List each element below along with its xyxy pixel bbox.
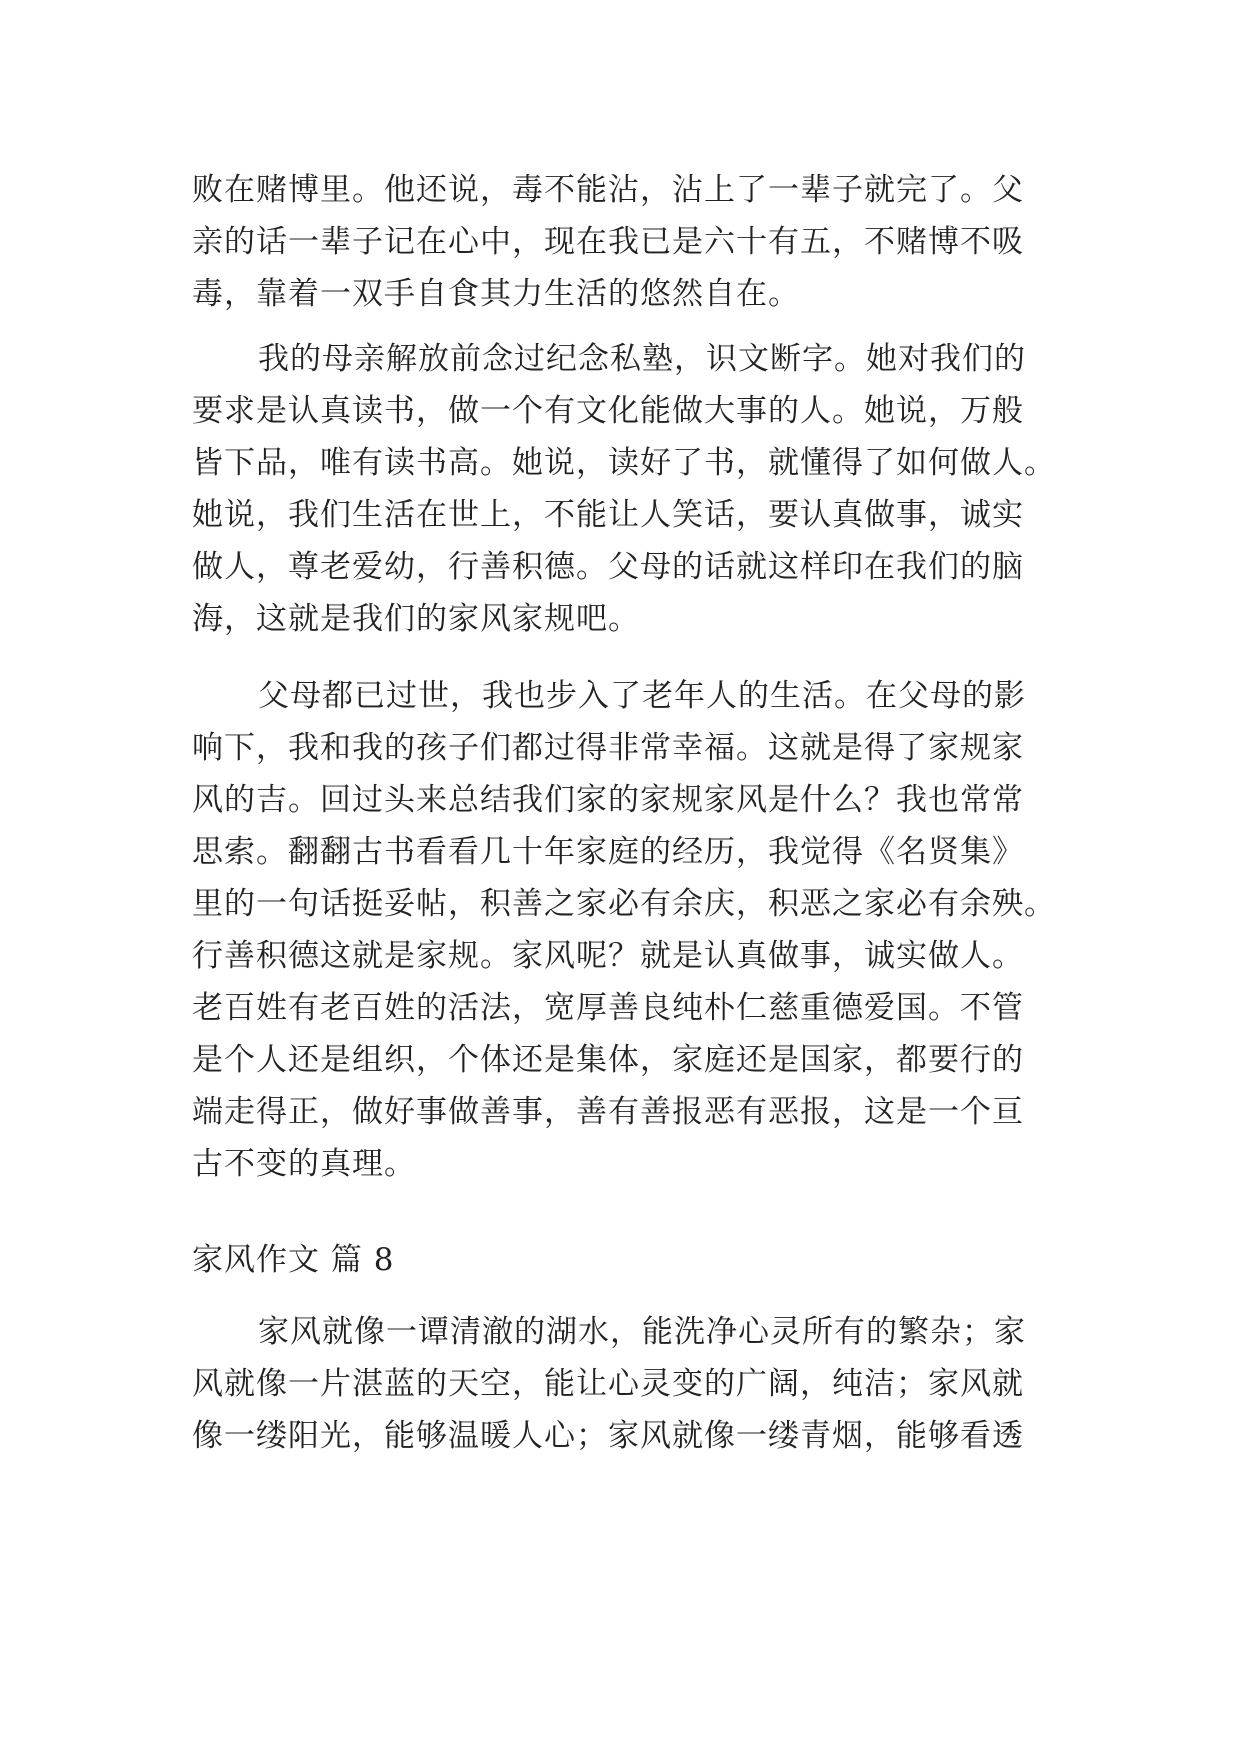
paragraph-line: 响下，我和我的孩子们都过得非常幸福。这就是得了家规家 (192, 730, 1024, 766)
paragraph-line: 风就像一片湛蓝的天空，能让心灵变的广阔，纯洁；家风就 (192, 1366, 1024, 1402)
paragraph-line: 里的一句话挺妥帖，积善之家必有余庆，积恶之家必有余殃。 (192, 886, 1056, 922)
section-heading: 家风作文 篇 8 (192, 1242, 395, 1278)
paragraph-line: 老百姓有老百姓的活法，宽厚善良纯朴仁慈重德爱国。不管 (192, 990, 1024, 1026)
paragraph-line: 皆下品，唯有读书高。她说，读好了书，就懂得了如何做人。 (192, 445, 1056, 481)
paragraph-line: 像一缕阳光，能够温暖人心；家风就像一缕青烟，能够看透 (192, 1418, 1024, 1454)
paragraph-line: 海，这就是我们的家风家规吧。 (192, 601, 640, 637)
paragraph-line: 行善积德这就是家规。家风呢？就是认真做事，诚实做人。 (192, 938, 1024, 974)
paragraph-line: 做人，尊老爱幼，行善积德。父母的话就这样印在我们的脑 (192, 549, 1024, 585)
paragraph-line: 她说，我们生活在世上，不能让人笑话，要认真做事，诚实 (192, 497, 1024, 533)
paragraph-line: 风的吉。回过头来总结我们家的家规家风是什么？我也常常 (192, 782, 1024, 818)
paragraph-line: 家风就像一谭清澈的湖水，能洗净心灵所有的繁杂；家 (258, 1314, 1026, 1350)
paragraph-line: 古不变的真理。 (192, 1146, 416, 1182)
paragraph-line: 毒，靠着一双手自食其力生活的悠然自在。 (192, 276, 800, 312)
paragraph-line: 我的母亲解放前念过纪念私塾，识文断字。她对我们的 (258, 341, 1026, 377)
paragraph-line: 要求是认真读书，做一个有文化能做大事的人。她说，万般 (192, 393, 1024, 429)
paragraph-line: 思索。翻翻古书看看几十年家庭的经历，我觉得《名贤集》 (192, 834, 1024, 870)
paragraph-line: 败在赌博里。他还说，毒不能沾，沾上了一辈子就完了。父 (192, 172, 1024, 208)
paragraph-line: 父母都已过世，我也步入了老年人的生活。在父母的影 (258, 678, 1026, 714)
paragraph-line: 是个人还是组织，个体还是集体，家庭还是国家，都要行的 (192, 1042, 1024, 1078)
paragraph-line: 亲的话一辈子记在心中，现在我已是六十有五，不赌博不吸 (192, 224, 1024, 260)
paragraph-line: 端走得正，做好事做善事，善有善报恶有恶报，这是一个亘 (192, 1094, 1024, 1130)
